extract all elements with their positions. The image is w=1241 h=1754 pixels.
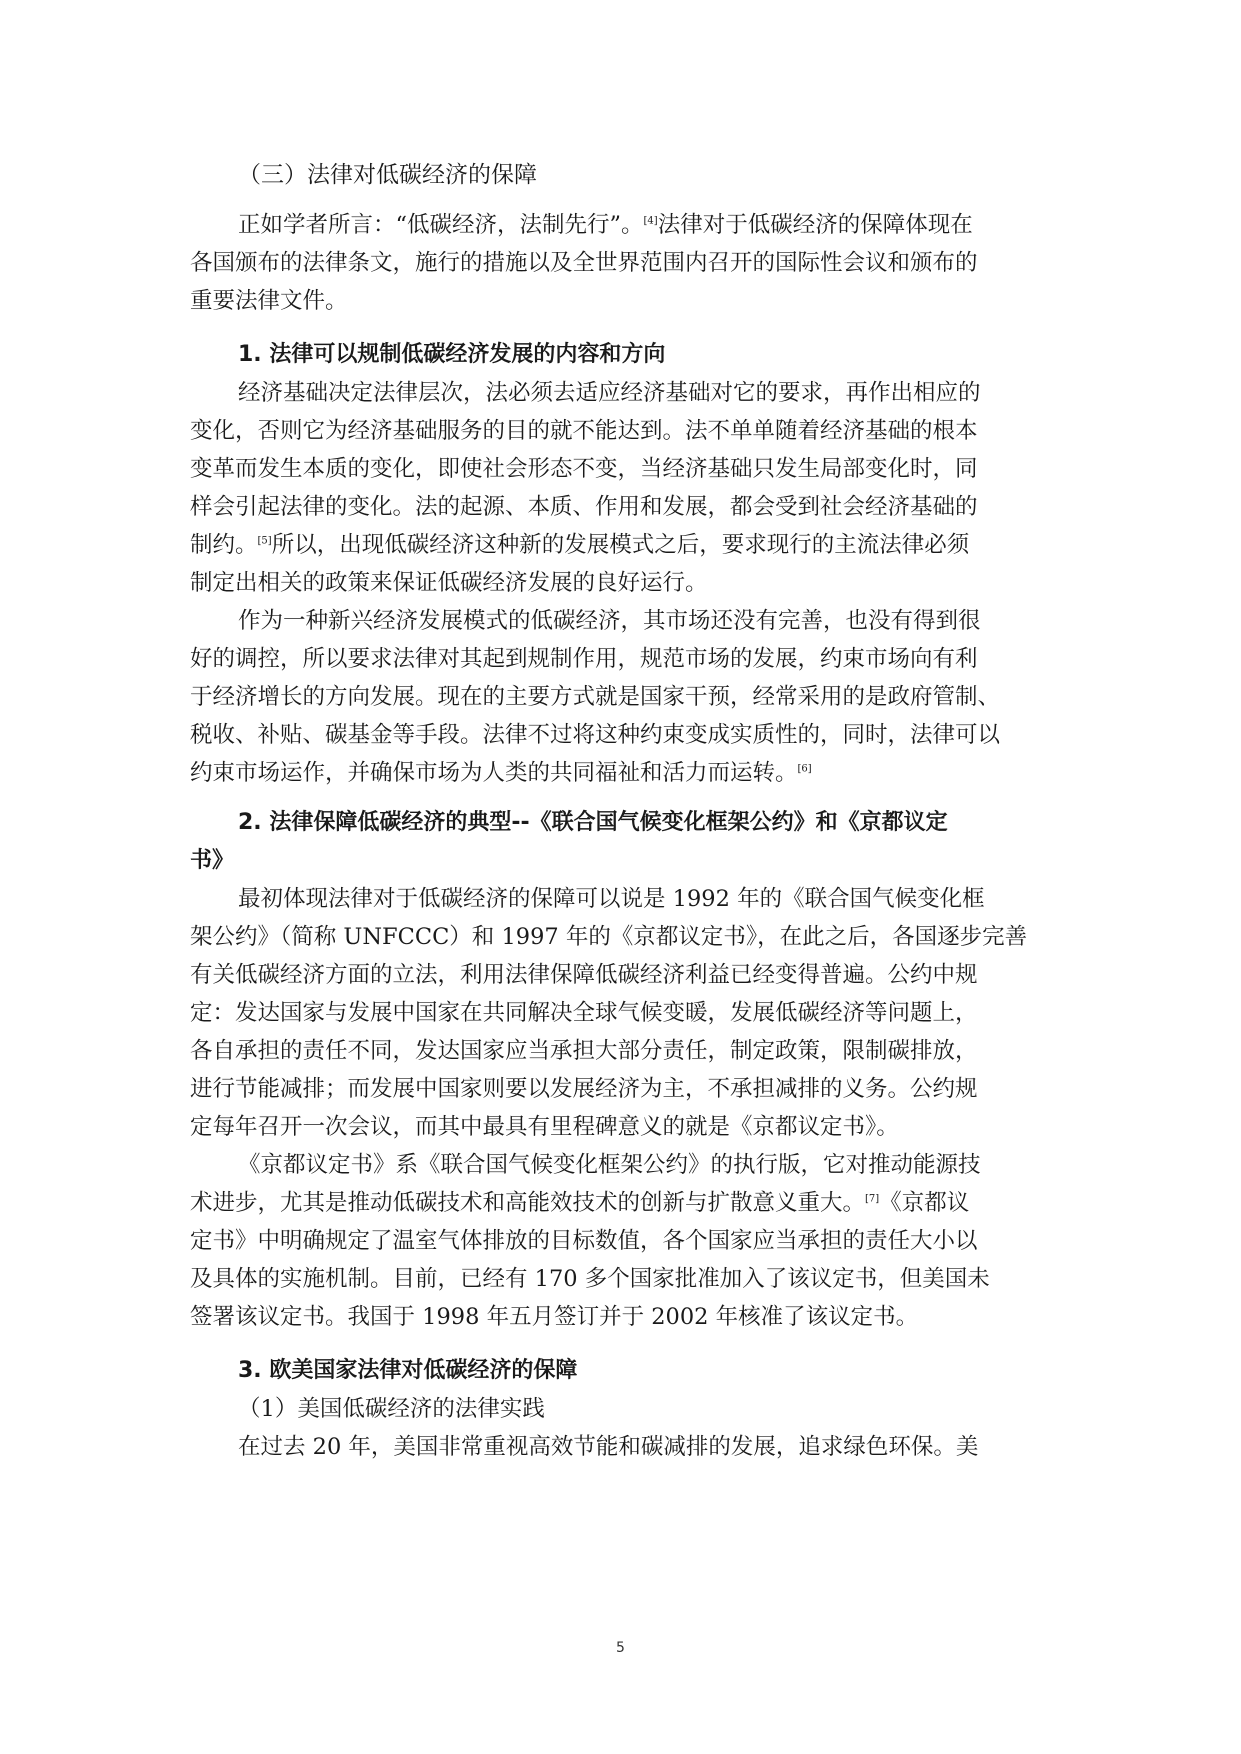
paragraph-line: 样会引起法律的变化。法的起源、本质、作用和发展，都会受到社会经济基础的: [190, 494, 978, 520]
paragraph-line: 定书》中明确规定了温室气体排放的目标数值，各个国家应当承担的责任大小以: [190, 1228, 978, 1254]
heading-3: 3. 欧美国家法律对低碳经济的保障: [238, 1358, 578, 1383]
paragraph-line: 正如学者所言：“低碳经济，法制先行”。[4]法律对于低碳经济的保障体现在: [238, 212, 973, 238]
paragraph-line: 在过去 20 年，美国非常重视高效节能和碳减排的发展，追求绿色环保。美: [238, 1434, 979, 1460]
paragraph-line: 定：发达国家与发展中国家在共同解决全球气候变暖，发展低碳经济等问题上，: [190, 1000, 978, 1026]
heading-2: 2. 法律保障低碳经济的典型--《联合国气候变化框架公约》和《京都议定: [238, 810, 948, 835]
paragraph-line: 变革而发生本质的变化，即使社会形态不变，当经济基础只发生局部变化时，同: [190, 456, 978, 482]
paragraph-line: 经济基础决定法律层次，法必须去适应经济基础对它的要求，再作出相应的: [238, 380, 981, 406]
paragraph-3: [190, 880, 1056, 1146]
paragraph-5: [190, 1428, 1056, 1466]
intro-paragraph: [190, 206, 1056, 320]
paragraph-line: 制约。[5]所以，出现低碳经济这种新的发展模式之后，要求现行的主流法律必须: [190, 532, 970, 558]
citation-ref: [4]: [643, 215, 658, 227]
paragraph-line: 术进步，尤其是推动低碳技术和高能效技术的创新与扩散意义重大。[7]《京都议: [190, 1190, 970, 1216]
page-number: 5: [616, 1640, 625, 1656]
document-page: [190, 156, 1056, 1466]
paragraph-line: 最初体现法律对于低碳经济的保障可以说是 1992 年的《联合国气候变化框: [238, 886, 985, 912]
paragraph-line: 税收、补贴、碳基金等手段。法律不过将这种约束变成实质性的，同时，法律可以: [190, 722, 1001, 748]
citation-ref: [5]: [257, 535, 272, 547]
citation-ref: [6]: [797, 763, 812, 775]
paragraph-2: [190, 602, 1056, 792]
paragraph-line: 架公约》（简称 UNFCCC）和 1997 年的《京都议定书》，在此之后，各国逐步完善: [190, 924, 1028, 950]
section-title: （三）法律对低碳经济的保障: [238, 162, 537, 188]
paragraph-line: 签署该议定书。我国于 1998 年五月签订并于 2002 年核准了该议定书。: [190, 1304, 919, 1330]
paragraph-line: 重要法律文件。: [190, 288, 348, 314]
paragraph-line: 有关低碳经济方面的立法，利用法律保障低碳经济利益已经变得普遍。公约中规: [190, 962, 978, 988]
heading-2-continuation: 书》: [190, 848, 235, 873]
paragraph-line: 约束市场运作，并确保市场为人类的共同福祉和活力而运转。[6]: [190, 760, 812, 786]
paragraph-1: [190, 374, 1056, 602]
paragraph-line: 各国颁布的法律条文，施行的措施以及全世界范围内召开的国际性会议和颁布的: [190, 250, 978, 276]
paragraph-line: 各自承担的责任不同，发达国家应当承担大部分责任，制定政策，限制碳排放，: [190, 1038, 978, 1064]
paragraph-line: 定每年召开一次会议，而其中最具有里程碑意义的就是《京都议定书》。: [190, 1114, 899, 1140]
paragraph-line: 《京都议定书》系《联合国气候变化框架公约》的执行版，它对推动能源技: [238, 1152, 981, 1178]
heading-1: 1. 法律可以规制低碳经济发展的内容和方向: [238, 342, 666, 367]
citation-ref: [7]: [865, 1193, 880, 1205]
paragraph-line: 制定出相关的政策来保证低碳经济发展的良好运行。: [190, 570, 708, 596]
paragraph-line: 好的调控，所以要求法律对其起到规制作用，规范市场的发展，约束市场向有利: [190, 646, 978, 672]
subheading: （1）美国低碳经济的法律实践: [238, 1396, 545, 1422]
paragraph-line: 变化，否则它为经济基础服务的目的就不能达到。法不单单随着经济基础的根本: [190, 418, 978, 444]
paragraph-line: 进行节能减排；而发展中国家则要以发展经济为主，不承担减排的义务。公约规: [190, 1076, 978, 1102]
paragraph-4: [190, 1146, 1056, 1336]
paragraph-line: 作为一种新兴经济发展模式的低碳经济，其市场还没有完善，也没有得到很: [238, 608, 981, 634]
paragraph-line: 于经济增长的方向发展。现在的主要方式就是国家干预，经常采用的是政府管制、: [190, 684, 1001, 710]
paragraph-line: 及具体的实施机制。目前，已经有 170 多个国家批准加入了该议定书，但美国未: [190, 1266, 990, 1292]
